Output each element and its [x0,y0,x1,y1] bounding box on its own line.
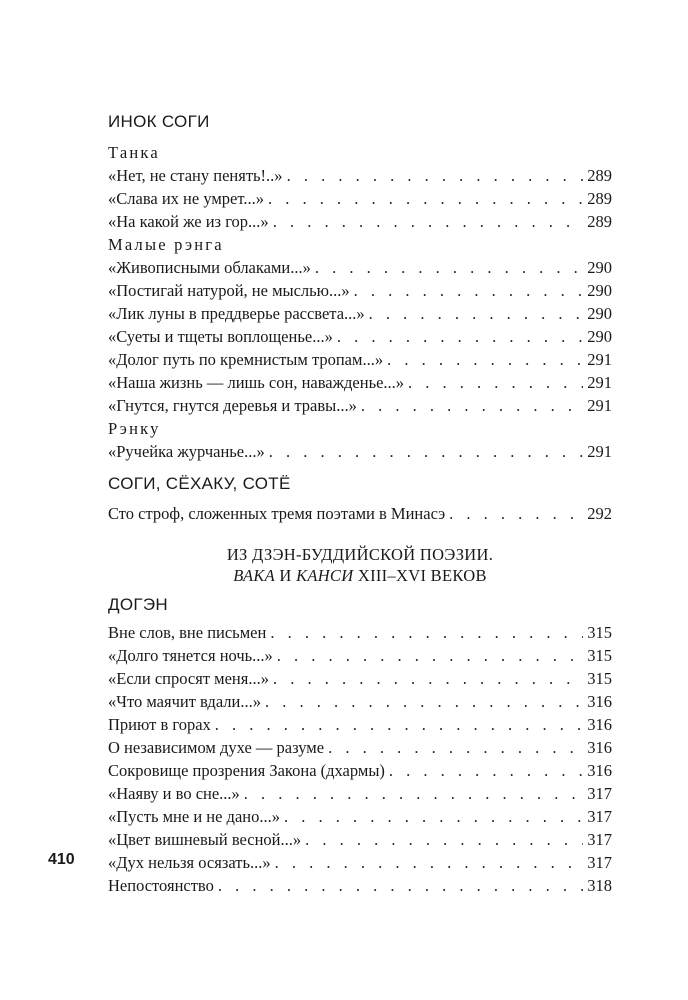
toc-page [108,86,612,897]
subheading-malye-renga: Малые рэнга [108,235,224,254]
toc-entry[interactable] [108,302,612,325]
entry-title: «Суеты и тщеты воплощенье...» [108,327,333,346]
toc-entry[interactable] [108,394,612,417]
dot-leader [269,440,583,463]
entry-page: 289 [587,189,612,208]
entry-title: Непостоянство [108,876,214,895]
entry-page: 315 [587,669,612,688]
dot-leader [408,371,583,394]
dot-leader [265,690,583,713]
dot-leader [305,828,583,851]
toc-entry[interactable] [108,502,612,525]
entry-page: 317 [587,784,612,803]
entry-title: «Гнутся, гнутся деревья и травы...» [108,396,357,415]
part-title-rest: XIII–XVI ВЕКОВ [353,566,487,585]
entry-title: «Дух нельзя осязать...» [108,853,271,872]
entry-page: 289 [587,166,612,185]
entry-page: 290 [587,258,612,277]
author-heading-sogi: ИНОК СОГИ [108,112,210,131]
toc-entry[interactable] [108,690,612,713]
entry-title: «Наша жизнь — лишь сон, наважденье...» [108,373,405,392]
entry-title: «Пусть мне и не дано...» [108,807,280,826]
entry-title: «На какой же из гор...» [108,212,269,231]
dot-leader [270,621,583,644]
toc-entry[interactable] [108,874,612,897]
dot-leader [389,759,583,782]
toc-entry[interactable] [108,736,612,759]
entry-title: «Живописными облаками...» [108,258,311,277]
dot-leader [361,394,583,417]
entry-page: 290 [587,281,612,300]
entry-page: 291 [587,350,612,369]
toc-entry[interactable] [108,187,612,210]
entry-page: 316 [587,738,612,757]
entry-page: 316 [587,692,612,711]
entry-page: 316 [587,761,612,780]
toc-entry[interactable] [108,325,612,348]
entry-page: 291 [587,396,612,415]
entry-title: Сокровище прозрения Закона (дхармы) [108,761,385,780]
entry-title: «Слава их не умрет...» [108,189,264,208]
part-title-line1: ИЗ ДЗЭН-БУДДИЙСКОЙ ПОЭЗИИ. [226,545,494,564]
dot-leader [268,187,583,210]
entry-page: 317 [587,807,612,826]
dot-leader [354,279,584,302]
toc-entry[interactable] [108,348,612,371]
entry-title: «Лик луны в преддверье рассвета...» [108,304,365,323]
dot-leader [244,782,583,805]
dot-leader [315,256,583,279]
entry-title: «Ручейка журчанье...» [108,442,265,461]
entry-page: 290 [587,327,612,346]
entry-page: 315 [587,646,612,665]
toc-entry[interactable] [108,782,612,805]
toc-entry[interactable] [108,210,612,233]
part-title-kansi: КАНСИ [296,566,354,585]
dot-leader [277,644,583,667]
section-spacer [108,86,612,110]
entry-title: «Долог путь по кремнистым тропам...» [108,350,384,369]
subheading-renku: Рэнку [108,419,161,438]
dot-leader [275,851,584,874]
entry-title: Вне слов, вне письмен [108,623,267,642]
entry-title: «Нет, не стану пенять!..» [108,166,283,185]
toc-entry[interactable] [108,440,612,463]
entry-title: «Наяву и во сне...» [108,784,240,803]
dot-leader [287,164,584,187]
toc-entry[interactable] [108,621,612,644]
part-title-line2 [108,565,612,586]
entry-title: «Долго тянется ночь...» [108,646,273,665]
toc-entry[interactable] [108,759,612,782]
dot-leader [387,348,583,371]
entry-title: «Что маячит вдали...» [108,692,261,711]
entry-page: 289 [587,212,612,231]
toc-entry[interactable] [108,851,612,874]
dot-leader [273,667,583,690]
subheading-tanka: Танка [108,143,160,162]
dot-leader [328,736,583,759]
toc-entry[interactable] [108,713,612,736]
toc-entry[interactable] [108,371,612,394]
entry-title: О независимом духе — разуме [108,738,325,757]
entry-title: «Постигай натурой, не мыслью...» [108,281,350,300]
entry-title: «Если спросят меня...» [108,669,269,688]
part-title-vaka: ВАКА [233,566,275,585]
toc-entry[interactable] [108,805,612,828]
dot-leader [215,713,583,736]
author-heading-dogen: ДОГЭН [108,595,168,614]
entry-page: 292 [587,504,612,523]
toc-entry[interactable] [108,164,612,187]
toc-entry[interactable] [108,279,612,302]
entry-page: 318 [587,876,612,895]
dot-leader [337,325,583,348]
dot-leader [218,874,583,897]
toc-entry[interactable] [108,667,612,690]
entry-page: 317 [587,830,612,849]
entry-title: Сто строф, сложенных тремя поэтами в Минасэ [108,504,446,523]
entry-title: «Цвет вишневый весной...» [108,830,302,849]
toc-entry[interactable] [108,828,612,851]
toc-entry[interactable] [108,256,612,279]
entry-page: 290 [587,304,612,323]
entry-page: 317 [587,853,612,872]
entry-page: 291 [587,442,612,461]
dot-leader [284,805,583,828]
author-heading-sogi-sekhaku-sote: СОГИ, СЁХАКУ, СОТЁ [108,474,291,493]
entry-page: 291 [587,373,612,392]
entry-page: 315 [587,623,612,642]
dot-leader [449,502,583,525]
dot-leader [369,302,584,325]
part-title-conj: И [274,566,297,585]
entry-page: 316 [587,715,612,734]
page-number: 410 [48,851,75,868]
dot-leader [273,210,584,233]
entry-title: Приют в горах [108,715,211,734]
toc-entry[interactable] [108,644,612,667]
